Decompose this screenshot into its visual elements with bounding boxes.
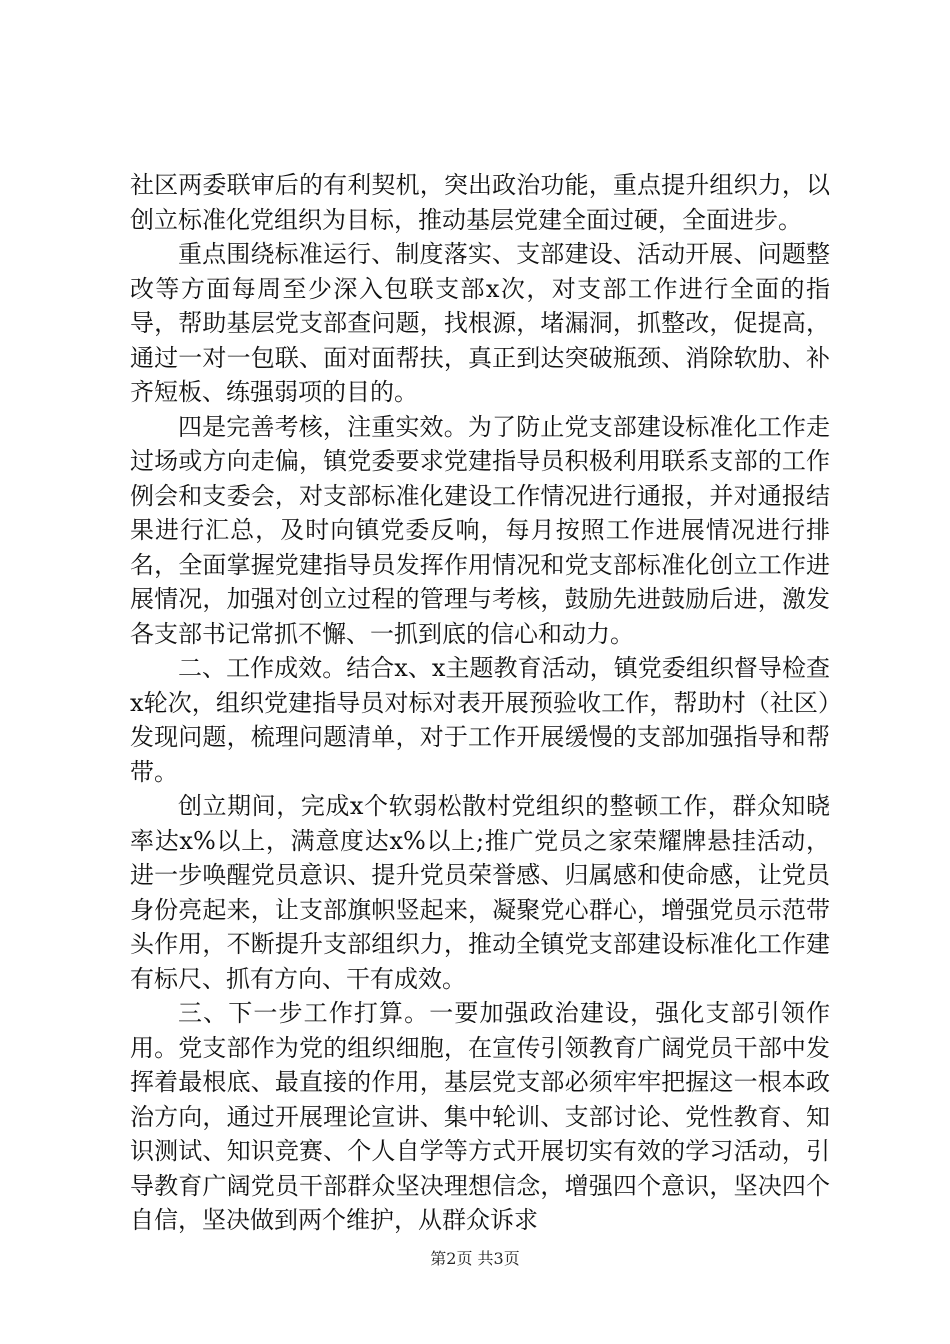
page-number-footer: 第2页 共3页 (430, 1249, 520, 1268)
document-body (130, 168, 830, 1238)
paragraph: 社区两委联审后的有利契机，突出政治功能，重点提升组织力，以创立标准化党组织为目标，推动基层党建全面过硬，全面进步。 (130, 171, 830, 234)
paragraph: 四是完善考核，注重实效。为了防止党支部建设标准化工作走过场或方向走偏，镇党委要求党建指导员积极利用联系支部的工作例会和支委会，对支部标准化建设工作情况进行通报，并对通报结果进行汇总，及时向镇党委反响，每月按照工作进展情况进行排名，全面掌握党建指导员发挥作用情况和党支部标准化创立工作进展情况，加强对创立过程的管理与考核，鼓励先进鼓励后进，激发各支部书记常抓不懈、一抓到底的信心和动力。 (130, 412, 830, 648)
paragraph: 重点围绕标准运行、制度落实、支部建设、活动开展、问题整改等方面每周至少深入包联支部x次，对支部工作进行全面的指导，帮助基层党支部查问题，找根源，堵漏洞，抓整改，促提高，通过一对一包联、面对面帮扶，真正到达突破瓶颈、消除软肋、补齐短板、练强弱项的目的。 (130, 240, 830, 406)
paragraph: 创立期间，完成x个软弱松散村党组织的整顿工作，群众知晓率达x%以上，满意度达x%以上;推广党员之家荣耀牌悬挂活动，进一步唤醒党员意识、提升党员荣誉感、归属感和使命感，让党员身份亮起来，让支部旗帜竖起来，凝聚党心群心，增强党员示范带头作用，不断提升支部组织力，推动全镇党支部建设标准化工作建有标尺、抓有方向、干有成效。 (130, 792, 830, 993)
paragraph: 三、下一步工作打算。一要加强政治建设，强化支部引领作用。党支部作为党的组织细胞，在宣传引领教育广阔党员干部中发挥着最根底、最直接的作用，基层党支部必须牢牢把握这一根本政治方向，通过开展理论宣讲、集中轮训、支部讨论、党性教育、知识测试、知识竞赛、个人自学等方式开展切实有效的学习活动，引导教育广阔党员干部群众坚决理想信念，增强四个意识，坚决四个自信，坚决做到两个维护，从群众诉求 (130, 999, 830, 1234)
paragraph: 二、工作成效。结合x、x主题教育活动，镇党委组织督导检查x轮次，组织党建指导员对标对表开展预验收工作，帮助村（社区）发现问题，梳理问题清单，对于工作开展缓慢的支部加强指导和帮带。 (130, 654, 830, 786)
